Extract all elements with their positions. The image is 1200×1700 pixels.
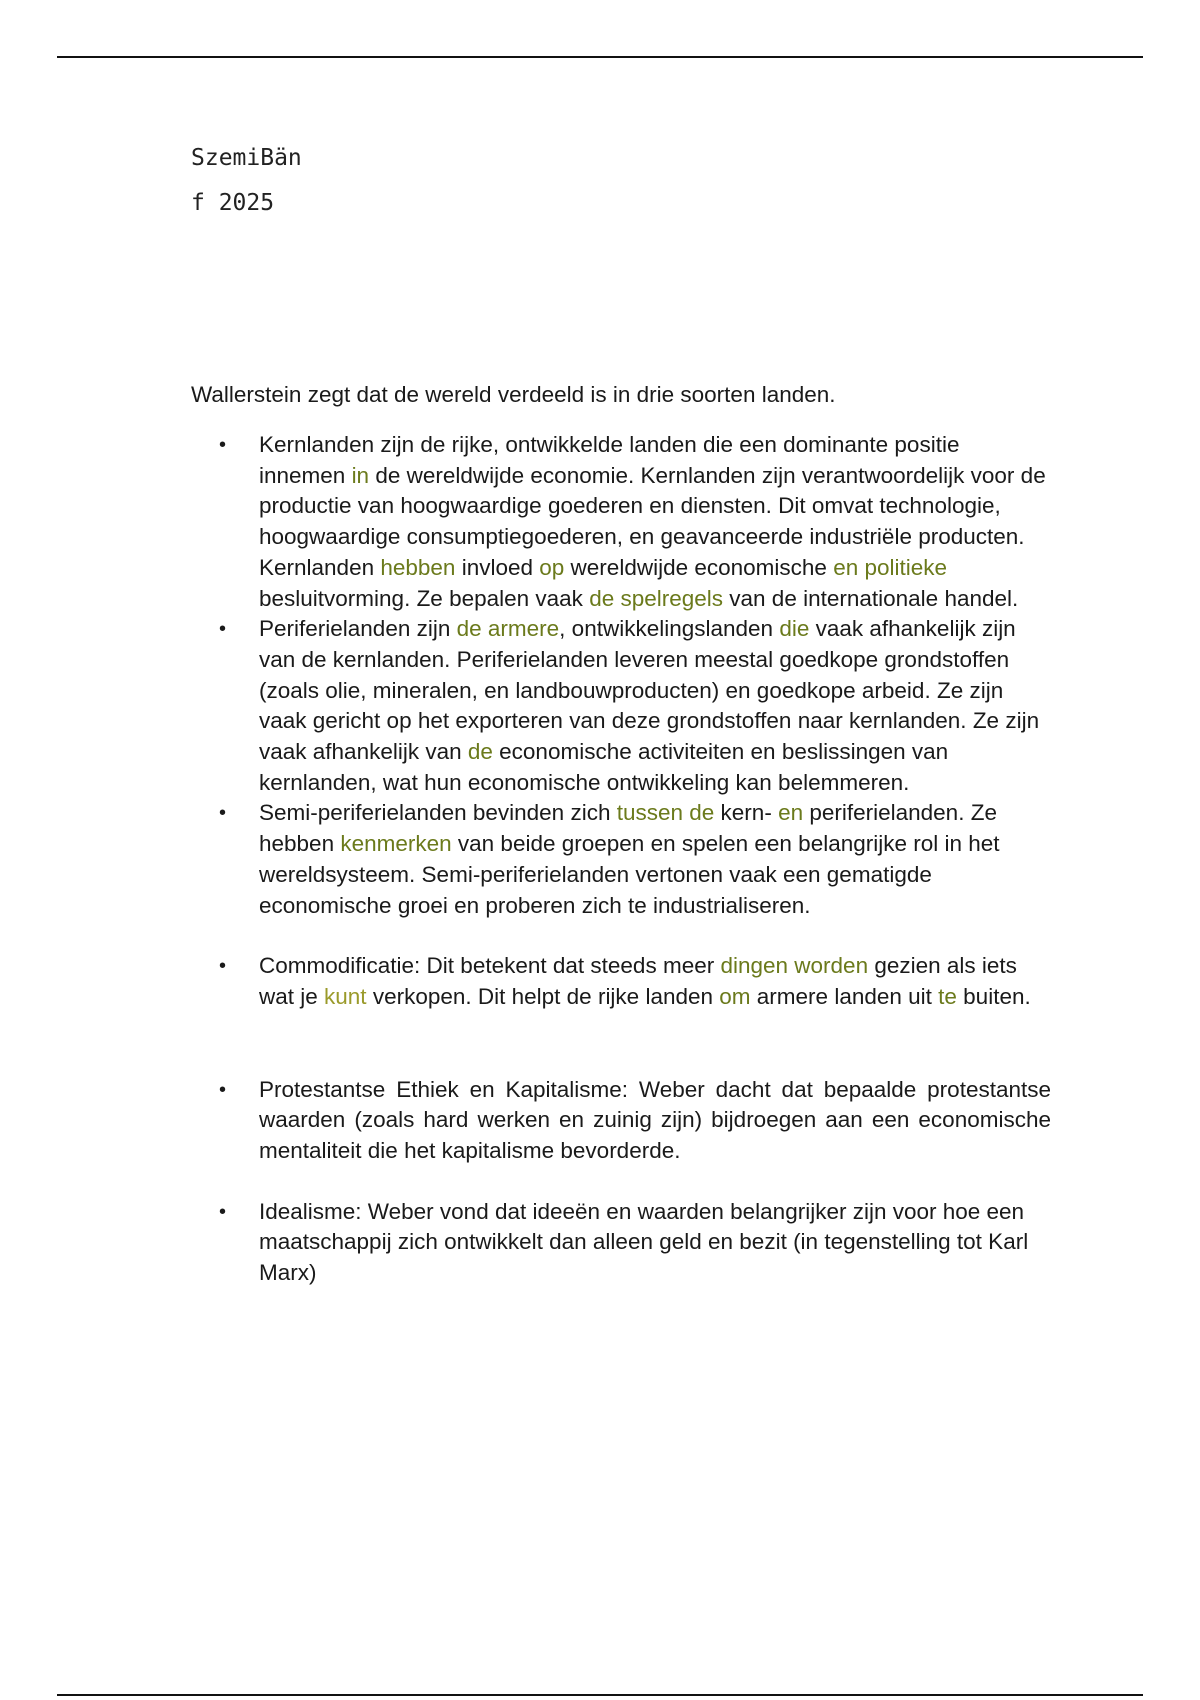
text-run: Protestantse Ethiek en Kapitalisme: Weber dacht dat bepaalde protestantse waarden (zoals hard werken en zuinig zijn) bijdroegen aan een economische mentaliteit die het kapitalisme bevorderde. xyxy=(259,1076,1051,1164)
text-run: Commodificatie: Dit betekent dat steeds meer xyxy=(259,953,721,979)
text-run: Semi-periferielanden bevinden zich xyxy=(259,800,617,826)
bullet-semi-periferielanden xyxy=(191,798,1051,921)
highlighted-run: kenmerken xyxy=(340,831,452,857)
highlighted-run: kunt xyxy=(324,983,367,1009)
text-run: gezien als iets wat je xyxy=(259,953,1017,1009)
text-run: Periferielanden zijn xyxy=(259,616,457,642)
highlighted-run: tussen de xyxy=(616,800,715,826)
document-header xyxy=(191,136,302,226)
bullet-kernlanden xyxy=(191,430,1051,614)
highlighted-run: te xyxy=(938,983,957,1009)
highlighted-run: hebben xyxy=(380,554,456,580)
text-run: kern- xyxy=(714,800,779,826)
highlighted-run: en politieke xyxy=(833,554,948,580)
text-run: van beide groepen en spelen een belangrijke rol in het wereldsysteem. Semi-periferielanden vertonen vaak een gematigde economische groei en proberen zich te industrialiseren. xyxy=(259,831,1000,918)
text-run: van de internationale handel. xyxy=(723,585,1019,611)
intro-paragraph: Wallerstein zegt dat de wereld verdeeld is in drie soorten landen. xyxy=(191,382,836,407)
highlighted-run: de xyxy=(467,739,493,765)
highlighted-run: en xyxy=(778,800,804,826)
text-run: armere landen uit xyxy=(750,983,939,1009)
text-run: de wereldwijde economie. Kernlanden zijn verantwoordelijk voor de productie van hoogwaardige goederen en diensten. Dit omvat technologie, hoogwaardige consumptiegoederen, en geavanceerde industriële producten. Kernlanden xyxy=(259,462,1046,580)
highlighted-run: om xyxy=(719,983,751,1009)
highlighted-run: op xyxy=(539,554,565,580)
bottom-rule xyxy=(57,1694,1143,1696)
bullet-periferielanden xyxy=(191,614,1051,798)
text-run: Idealisme: Weber vond dat ideeën en waarden belangrijker zijn voor hoe een maatschappij zich ontwikkelt dan alleen geld en bezit (in tegenstelling tot Karl Marx) xyxy=(259,1198,1029,1286)
bullet-protestantse-ethiek xyxy=(191,1075,1051,1167)
text-run: Kernlanden zijn de rijke, ontwikkelde landen die een dominante positie innemen xyxy=(259,432,960,488)
text-run: vaak afhankelijk zijn van de kernlanden. Periferielanden leveren meestal goedkope grondstoffen (zoals olie, mineralen, en landbouwproducten) en goedkope arbeid. Ze zijn vaak gericht op het exporteren van deze grondstoffen naar kernlanden. Ze zijn vaak afhankelijk van xyxy=(259,616,1040,765)
header-line-2: f 2025 xyxy=(191,190,275,216)
highlighted-run: die xyxy=(779,616,810,642)
highlighted-run: de spelregels xyxy=(589,585,724,611)
header-line-1: SzemiBän xyxy=(191,145,302,171)
text-run: buiten. xyxy=(956,983,1031,1009)
top-rule xyxy=(57,56,1143,58)
bullet-idealisme xyxy=(191,1197,1051,1289)
highlighted-run: in xyxy=(351,462,370,488)
text-run: verkopen. Dit helpt de rijke landen xyxy=(366,983,720,1009)
highlighted-run: dingen worden xyxy=(720,953,869,979)
bullet-list xyxy=(191,430,1051,1289)
bullet-commodificatie xyxy=(191,951,1051,1012)
text-run: periferielanden. Ze hebben xyxy=(259,800,997,857)
text-run: wereldwijde economische xyxy=(564,554,834,580)
text-run: besluitvorming. Ze bepalen vaak xyxy=(259,585,590,611)
highlighted-run: de armere xyxy=(456,616,560,642)
text-run: , ontwikkelingslanden xyxy=(559,616,780,642)
text-run: economische activiteiten en beslissingen van kernlanden, wat hun economische ontwikkeling kan belemmeren. xyxy=(259,739,949,795)
text-run: invloed xyxy=(455,554,540,580)
